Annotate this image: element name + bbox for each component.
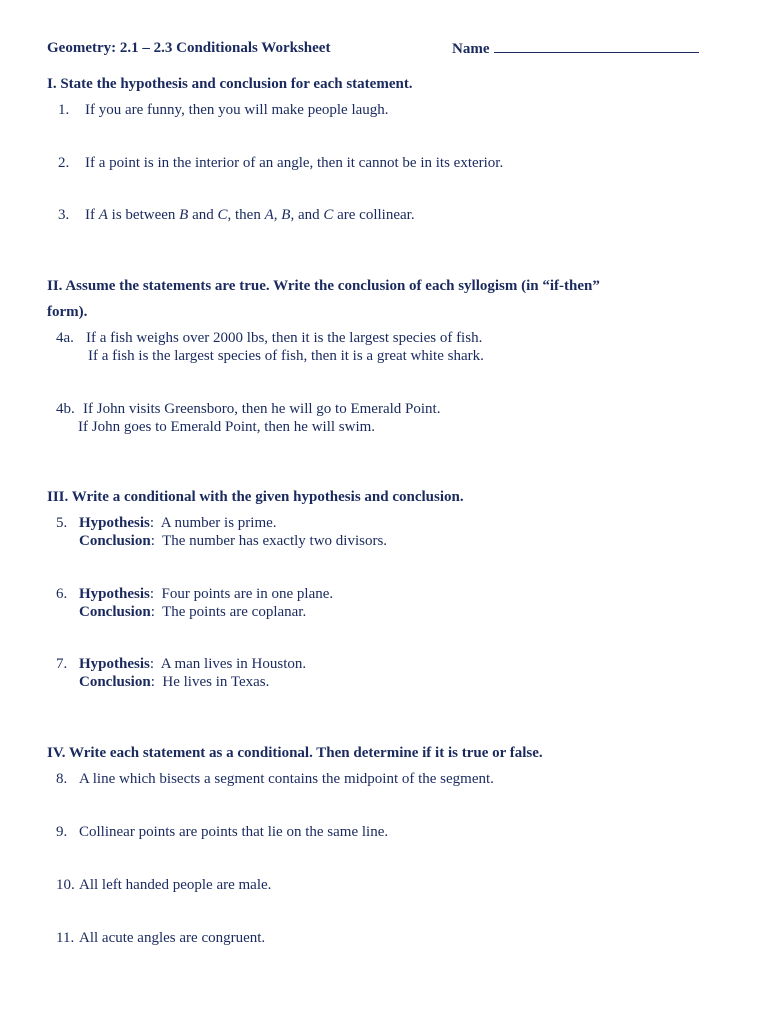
conclusion-line: Conclusion: He lives in Texas. xyxy=(79,674,270,690)
hypothesis-line: Hypothesis: A number is prime. xyxy=(79,515,277,531)
question-2 xyxy=(58,154,504,172)
question-11 xyxy=(56,929,266,947)
question-number: 7. xyxy=(56,656,68,672)
question-8 xyxy=(56,770,494,788)
question-1 xyxy=(58,101,389,119)
question-9 xyxy=(56,823,389,841)
question-text: All left handed people are male. xyxy=(79,877,272,893)
section-3-heading: III. Write a conditional with the given hypothesis and conclusion. xyxy=(47,489,464,505)
conclusion-label: Conclusion xyxy=(79,674,151,690)
question-text: A line which bisects a segment contains the midpoint of the segment. xyxy=(79,771,494,787)
hypothesis-label: Hypothesis xyxy=(79,656,150,672)
question-number: 10. xyxy=(56,877,75,893)
hypothesis-label: Hypothesis xyxy=(79,586,150,602)
section-1-heading: I. State the hypothesis and conclusion for each statement. xyxy=(47,76,413,92)
conclusion-label: Conclusion xyxy=(79,533,151,549)
question-number: 2. xyxy=(58,155,70,171)
question-number: 3. xyxy=(58,207,70,223)
question-4b xyxy=(56,400,441,435)
question-4a xyxy=(56,329,484,364)
name-blank-line xyxy=(494,39,699,53)
hypothesis-text: Four points are in one plane. xyxy=(161,586,334,602)
conclusion-text: The number has exactly two divisors. xyxy=(162,533,388,549)
question-5 xyxy=(56,514,388,549)
question-line-2: If John goes to Emerald Point, then he will swim. xyxy=(78,419,376,435)
question-text: All acute angles are congruent. xyxy=(79,930,266,946)
worksheet-title: Geometry: 2.1 – 2.3 Conditionals Worksheet xyxy=(47,40,331,56)
question-number: 4a. xyxy=(56,330,74,346)
question-number: 5. xyxy=(56,515,68,531)
question-text: If A is between B and C, then A, B, and C are collinear. xyxy=(85,207,415,223)
question-line-1: If John visits Greensboro, then he will go to Emerald Point. xyxy=(83,401,441,417)
question-number: 1. xyxy=(58,102,70,118)
question-text: If you are funny, then you will make people laugh. xyxy=(85,102,389,118)
question-text: Collinear points are points that lie on the same line. xyxy=(79,824,389,840)
question-line-2: If a fish is the largest species of fish, then it is a great white shark. xyxy=(88,348,484,364)
question-text: If a point is in the interior of an angle, then it cannot be in its exterior. xyxy=(85,155,504,171)
conclusion-label: Conclusion xyxy=(79,604,151,620)
section-2-heading-line-2: form). xyxy=(47,304,88,320)
conclusion-line: Conclusion: The points are coplanar. xyxy=(79,604,307,620)
question-number: 8. xyxy=(56,771,68,787)
conclusion-text: The points are coplanar. xyxy=(162,604,307,620)
hypothesis-text: A man lives in Houston. xyxy=(160,656,307,672)
section-4-heading: IV. Write each statement as a conditional. Then determine if it is true or false. xyxy=(47,745,543,761)
question-number: 11. xyxy=(56,930,75,946)
hypothesis-line: Hypothesis: Four points are in one plane. xyxy=(79,586,334,602)
conclusion-line: Conclusion: The number has exactly two divisors. xyxy=(79,533,388,549)
question-6 xyxy=(56,585,334,620)
question-number: 4b. xyxy=(56,401,75,417)
conclusion-text: He lives in Texas. xyxy=(162,674,270,690)
hypothesis-text: A number is prime. xyxy=(160,515,277,531)
hypothesis-line: Hypothesis: A man lives in Houston. xyxy=(79,656,307,672)
question-number: 6. xyxy=(56,586,68,602)
question-3 xyxy=(58,206,415,224)
section-2-heading-line-1: II. Assume the statements are true. Write the conclusion of each syllogism (in “if-then” xyxy=(47,278,600,294)
question-10 xyxy=(56,876,272,894)
question-number: 9. xyxy=(56,824,68,840)
hypothesis-label: Hypothesis xyxy=(79,515,150,531)
name-label: Name xyxy=(452,41,490,57)
question-line-1: If a fish weighs over 2000 lbs, then it is the largest species of fish. xyxy=(86,330,483,346)
name-field xyxy=(452,39,699,58)
question-7 xyxy=(56,655,307,690)
